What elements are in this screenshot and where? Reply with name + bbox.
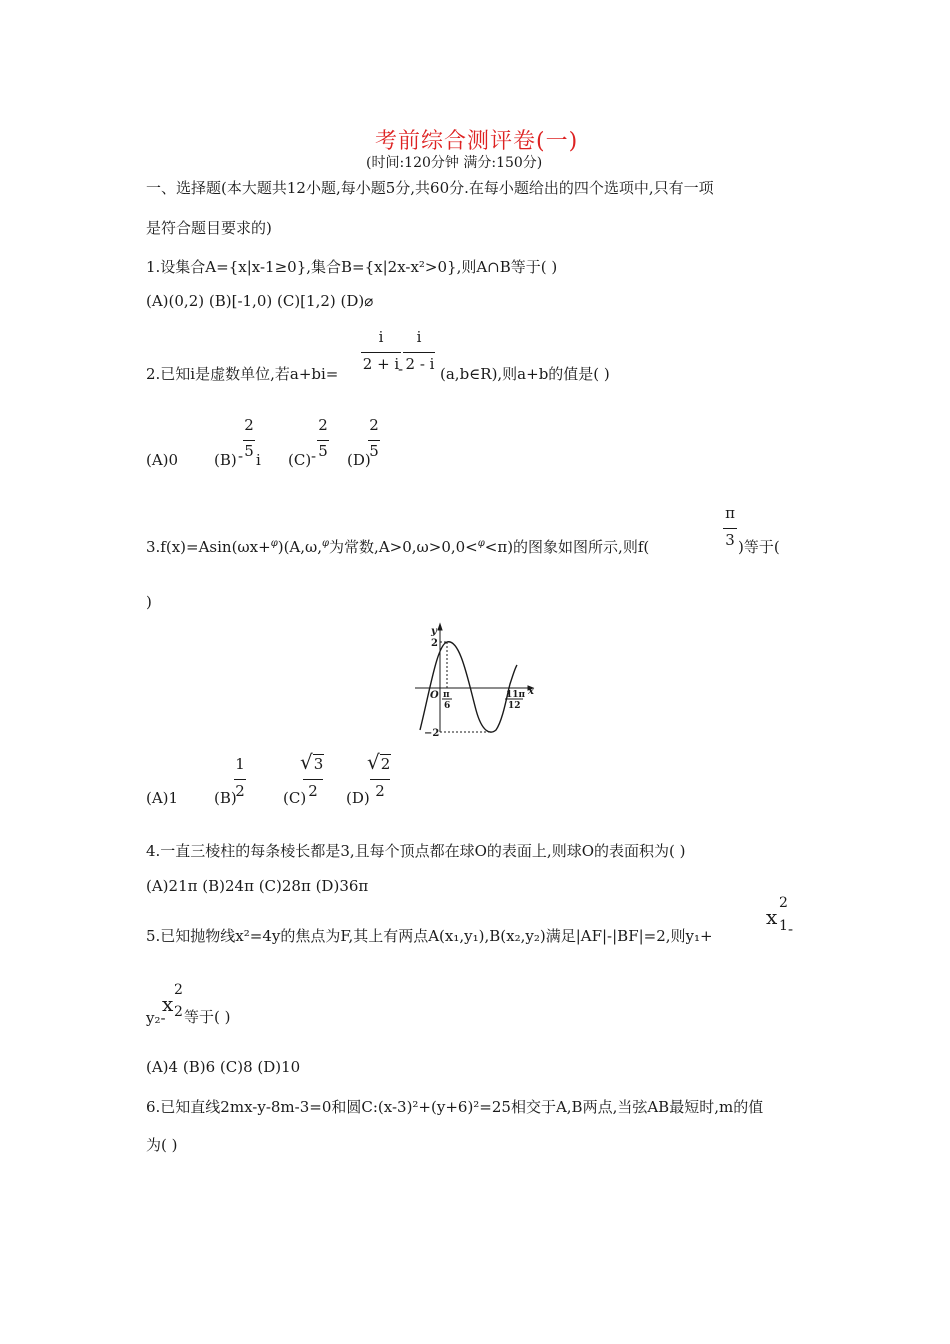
- q2-option-c-den: 5: [318, 442, 328, 460]
- q2-frac1-bar: [361, 352, 401, 353]
- q2-option-b-den: 5: [244, 442, 254, 460]
- q6-stem-line2: 为( ): [146, 1136, 178, 1154]
- q3-option-c-bar: [303, 779, 323, 780]
- q2-option-c-bar: [317, 440, 329, 441]
- q3-option-c-sqrt: √3: [300, 750, 324, 774]
- q5-minus: -: [788, 920, 794, 938]
- q5-x-symbol-2: x: [162, 992, 174, 1016]
- q3-option-d-label: (D): [346, 789, 370, 807]
- q3-option-b-num: 1: [235, 755, 245, 773]
- q3-option-d-den: 2: [375, 782, 385, 800]
- sine-curve: [420, 642, 517, 732]
- q2-option-d-den: 5: [369, 442, 379, 460]
- q3-phi-1: φ: [270, 538, 278, 549]
- q3-phi-2: φ: [322, 538, 330, 549]
- q2-option-c-label: (C): [288, 451, 312, 469]
- q4-options: (A)21π (B)24π (C)28π (D)36π: [146, 877, 369, 895]
- q5-stem-c: 等于( ): [184, 1008, 231, 1026]
- q2-option-a: (A)0: [146, 451, 179, 469]
- q2-frac1-denominator: 2 + i: [362, 355, 400, 373]
- q2-option-c-neg: -: [311, 447, 317, 465]
- q2-option-b-neg: -: [238, 447, 244, 465]
- graph-tick2-den: 12: [508, 701, 521, 711]
- exam-subtitle: (时间:120分钟 满分:150分): [366, 155, 543, 171]
- q3-option-d-bar: [370, 779, 390, 780]
- graph-tick1-den: 6: [444, 701, 451, 711]
- graph-tick1-num: π: [443, 690, 450, 700]
- graph-origin: O: [430, 690, 439, 701]
- q4-stem: 4.一直三棱柱的每条棱长都是3,且每个顶点都在球O的表面上,则球O的表面积为( ): [146, 842, 686, 860]
- graph-tick2-num: 11π: [506, 690, 526, 700]
- q2-option-d-num: 2: [369, 416, 379, 434]
- q2-option-b-tail: i: [256, 451, 261, 469]
- q2-frac2-numerator: i: [416, 328, 422, 346]
- q3-stem-d: <π)的图象如图所示,则f(: [484, 538, 650, 556]
- graph-x-label: x: [528, 686, 534, 697]
- section-heading-line2: 是符合题目要求的): [146, 219, 272, 237]
- sine-graph-figure: [410, 620, 535, 740]
- q2-option-b-bar: [243, 440, 255, 441]
- q2-stem-a: 2.已知i是虚数单位,若a+bi=: [146, 365, 339, 383]
- q5-stem-b: y₂-: [146, 1009, 166, 1027]
- q5-options: (A)4 (B)6 (C)8 (D)10: [146, 1058, 301, 1076]
- q6-stem-line1: 6.已知直线2mx-y-8m-3=0和圆C:(x-3)²+(y+6)²=25相交于A,B两点,当弦AB最短时,m的值: [146, 1098, 764, 1116]
- q5-x-symbol-1: x: [766, 905, 778, 929]
- q1-stem: 1.设集合A={x|x-1≥0},集合B={x|2x-x²>0},则A∩B等于( ): [146, 258, 558, 276]
- q3-option-b-label: (B): [214, 789, 237, 807]
- q2-option-c-num: 2: [318, 416, 328, 434]
- q3-option-c-radicand: 3: [313, 755, 324, 773]
- q3-option-d-sqrt: √2: [367, 750, 391, 774]
- q2-minus-sign: -: [398, 360, 404, 378]
- q3-option-c-label: (C): [283, 789, 307, 807]
- q3-phi-3: φ: [477, 538, 485, 549]
- q5-sub-1: 1: [779, 918, 788, 934]
- q2-option-d-bar: [368, 440, 380, 441]
- q2-frac1: [361, 328, 401, 346]
- q1-options: (A)(0,2) (B)[-1,0) (C)[1,2) (D)⌀: [146, 292, 374, 310]
- q3-stem-e: )等于(: [738, 538, 780, 556]
- q2-option-b-num: 2: [244, 416, 254, 434]
- q5-sub-2: 2: [174, 1004, 183, 1020]
- q3-stem: [146, 536, 649, 557]
- q3-arg-num: π: [725, 504, 735, 522]
- q2-option-d-label: (D): [347, 451, 371, 469]
- q2-frac2-bar: [403, 352, 435, 353]
- q3-stem-a: 3.f(x)=Asin(ωx+: [146, 538, 271, 556]
- q3-stem-close: ): [146, 593, 152, 611]
- graph-y-max: 2: [431, 638, 438, 649]
- q2-frac2-denominator: 2 - i: [405, 355, 435, 373]
- q2-option-b-label: (B): [214, 451, 237, 469]
- section-heading-line1: 一、选择题(本大题共12小题,每小题5分,共60分.在每小题给出的四个选项中,只有一项: [146, 179, 714, 197]
- q3-arg-den: 3: [725, 531, 735, 549]
- q3-option-c-den: 2: [308, 782, 318, 800]
- q3-option-d-radicand: 2: [380, 755, 391, 773]
- q2-frac1-numerator: i: [378, 328, 384, 346]
- q5-stem-a: 5.已知抛物线x²=4y的焦点为F,其上有两点A(x₁,y₁),B(x₂,y₂)满足|AF|-|BF|=2,则y₁+: [146, 927, 713, 945]
- q5-sup-2: 2: [174, 982, 183, 998]
- page-title: 考前综合测评卷(一): [375, 129, 579, 154]
- q3-arg-bar: [723, 528, 737, 529]
- q3-option-a: (A)1: [146, 789, 179, 807]
- q2-stem-b: (a,b∈R),则a+b的值是( ): [440, 365, 610, 383]
- q3-stem-c: 为常数,A>0,ω>0,0<: [329, 538, 478, 556]
- graph-y-min: −2: [424, 728, 440, 739]
- q3-stem-b: )(A,ω,: [277, 538, 323, 556]
- q3-option-b-den: 2: [235, 782, 245, 800]
- y-axis-arrow: [438, 624, 442, 630]
- q5-sup-1: 2: [779, 895, 788, 911]
- q3-option-b-bar: [234, 779, 246, 780]
- graph-y-label: y: [431, 626, 437, 637]
